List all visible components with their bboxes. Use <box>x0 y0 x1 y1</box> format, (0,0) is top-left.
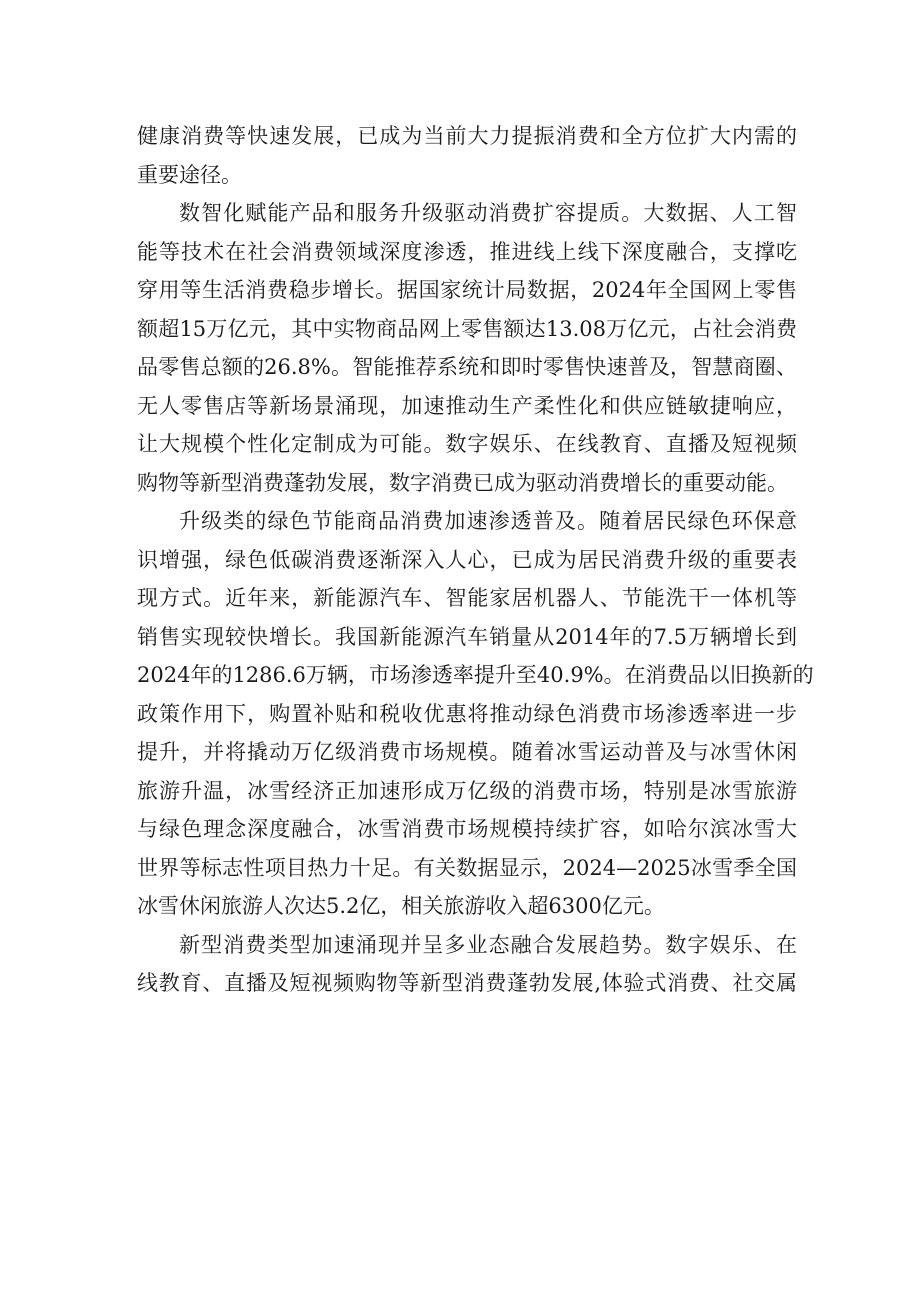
text-line: 提升，并将撬动万亿级消费市场规模。随着冰雪运动普及与冰雪休闲 <box>137 740 797 764</box>
document-body <box>137 117 814 1003</box>
text-line: 新型消费类型加速涌现并呈多业态融合发展趋势。数字娱乐、在 <box>179 932 797 957</box>
text-line: 与绿色理念深度融合，冰雪消费市场规模持续扩容，如哈尔滨冰雪大 <box>137 817 797 841</box>
text-line: 让大规模个性化定制成为可能。数字娱乐、在线教育、直播及短视频 <box>137 432 797 456</box>
text-line: 旅游升温，冰雪经济正加速形成万亿级的消费市场，特别是冰雪旅游 <box>137 778 797 803</box>
text-line: 重要途径。 <box>137 162 242 187</box>
text-line: 能等技术在社会消费领域深度渗透，推进线上线下深度融合，支撑吃 <box>137 239 797 264</box>
text-line: 线教育、直播及短视频购物等新型消费蓬勃发展,体验式消费、社交属 <box>137 971 797 995</box>
text-line: 现方式。近年来，新能源汽车、智能家居机器人、节能洗干一体机等 <box>137 586 797 610</box>
paragraph <box>137 926 797 1003</box>
paragraph <box>137 502 814 926</box>
text-line: 2024年的1286.6万辆，市场渗透率提升至40.9%。在消费品以旧换新的 <box>137 663 814 687</box>
text-line: 购物等新型消费蓬勃发展，数字消费已成为驱动消费增长的重要动能。 <box>137 470 788 495</box>
text-line: 额超15万亿元，其中实物商品网上零售额达13.08万亿元，占社会消费 <box>137 316 797 341</box>
text-line: 数智化赋能产品和服务升级驱动消费扩容提质。大数据、人工智 <box>179 201 797 225</box>
text-line: 无人零售店等新场景涌现，加速推动生产柔性化和供应链敏捷响应， <box>137 393 797 418</box>
text-line: 穿用等生活消费稳步增长。据国家统计局数据，2024年全国网上零售 <box>137 278 797 302</box>
text-line: 政策作用下，购置补贴和税收优惠将推动绿色消费市场渗透率进一步 <box>137 701 797 726</box>
text-line: 识增强，绿色低碳消费逐渐深入人心，已成为居民消费升级的重要表 <box>137 547 797 572</box>
text-line: 升级类的绿色节能商品消费加速渗透普及。随着居民绿色环保意 <box>179 509 797 533</box>
text-line: 品零售总额的26.8%。智能推荐系统和即时零售快速普及，智慧商圈、 <box>137 355 797 379</box>
paragraph <box>137 194 797 502</box>
text-line: 世界等标志性项目热力十足。有关数据显示，2024—2025冰雪季全国 <box>137 855 797 880</box>
text-line: 冰雪休闲旅游人次达5.2亿，相关旅游收入超6300亿元。 <box>137 894 665 918</box>
text-line: 健康消费等快速发展，已成为当前大力提振消费和全方位扩大内需的 <box>137 124 797 148</box>
text-line: 销售实现较快增长。我国新能源汽车销量从2014年的7.5万辆增长到 <box>137 624 797 649</box>
paragraph <box>137 117 797 194</box>
